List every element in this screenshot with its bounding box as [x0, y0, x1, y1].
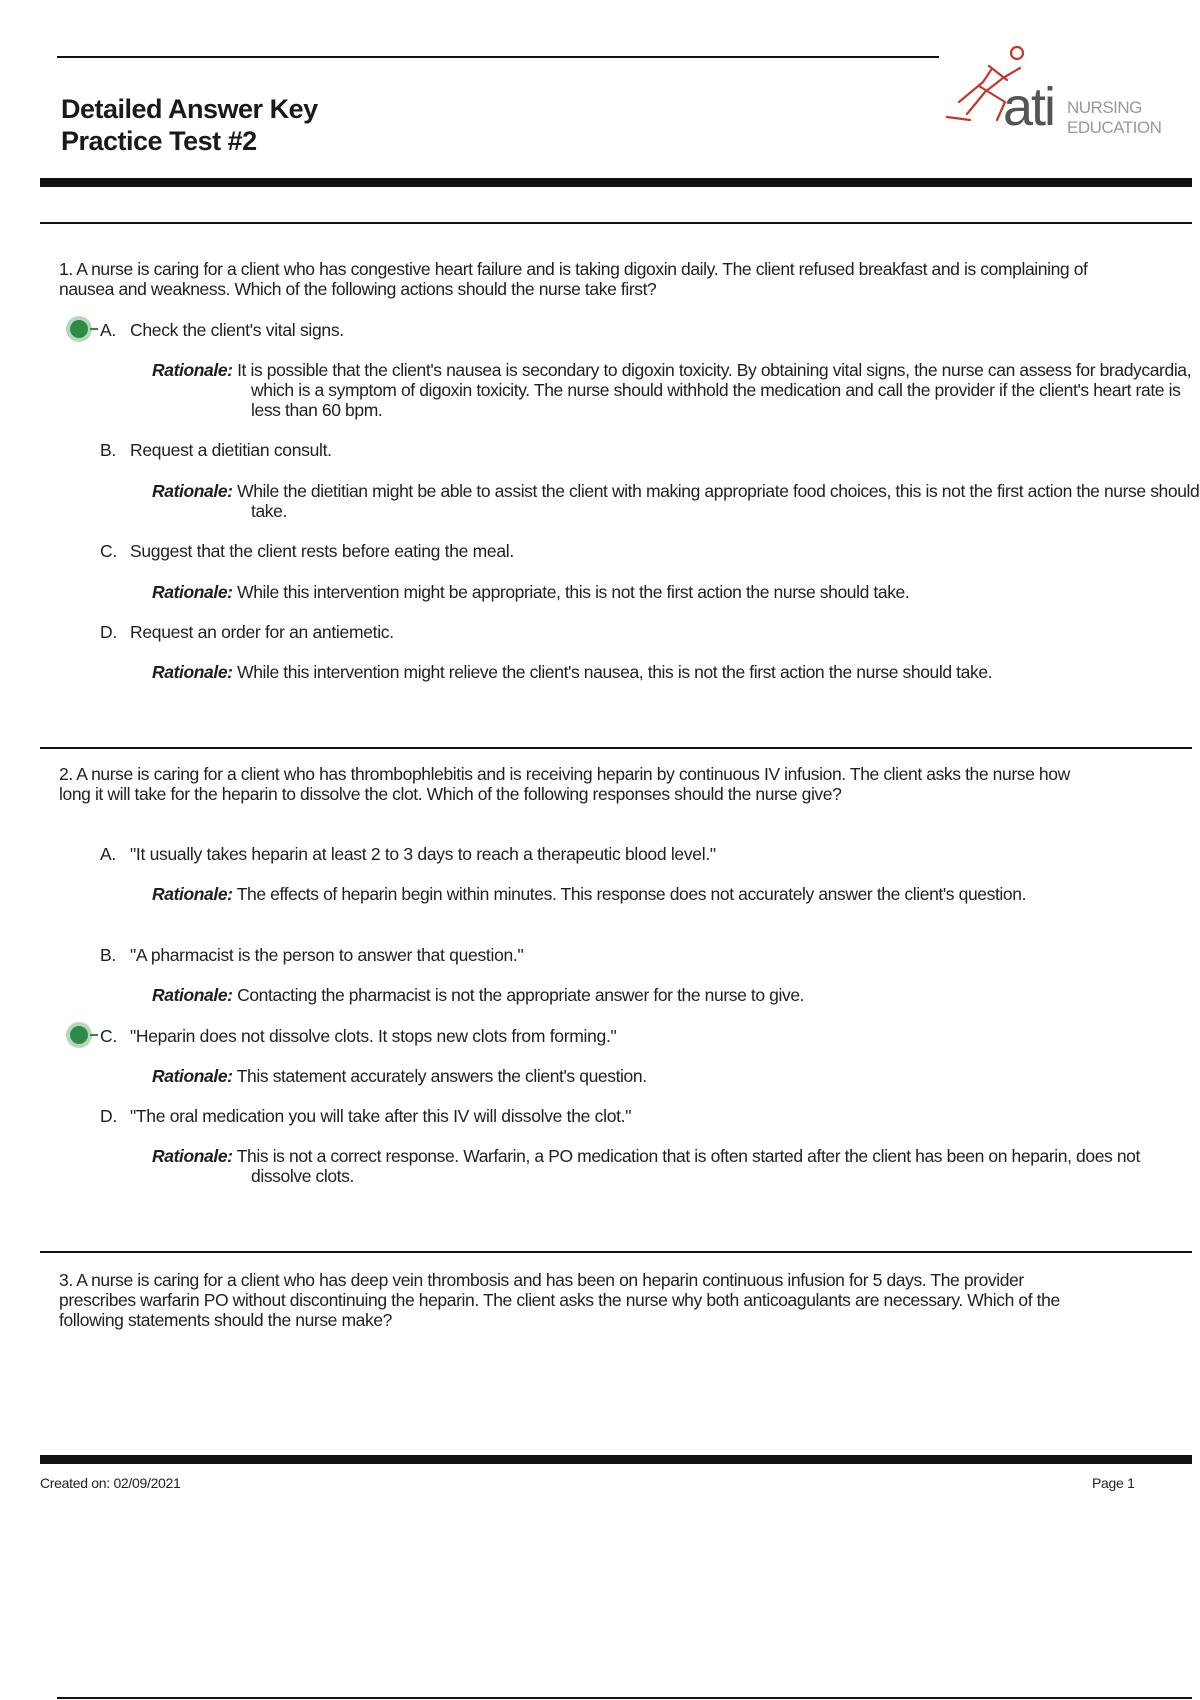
option-text: "The oral medication you will take after this IV will dissolve the clot."	[130, 1106, 632, 1126]
question-stem: A nurse is caring for a client who has deep vein thrombosis and has been on heparin continuous infusion for 5 days. The provider prescribes warfarin PO without discontinuing the heparin. The client asks the nurse why both anticoagulants are necessary. Which of the following statements should the nurse make?	[59, 1270, 1060, 1330]
question-number: 2.	[59, 764, 73, 784]
correct-answer-marker-icon	[64, 1020, 98, 1050]
logo-wordmark: ati	[1003, 77, 1055, 137]
question-2	[59, 764, 1099, 804]
option-2d	[100, 1106, 631, 1126]
rationale-label: Rationale:	[152, 481, 233, 501]
rationale-label: Rationale:	[152, 985, 233, 1005]
question-number: 3.	[59, 1270, 73, 1290]
header-top-rule	[57, 56, 939, 58]
option-text: Request a dietitian consult.	[130, 440, 332, 460]
rationale-2c	[152, 1066, 1102, 1086]
option-2a	[100, 844, 716, 864]
rationale-text: While this intervention might relieve the client's nausea, this is not the first action the nurse should take.	[237, 662, 993, 682]
option-letter: D.	[100, 1106, 117, 1126]
page-bottom-rule	[57, 1697, 1192, 1699]
title-line-1: Detailed Answer Key	[61, 94, 318, 124]
rationale-text: This is not a correct response. Warfarin, a PO medication that is often started after the client has been on heparin, does not dissolve clots.	[236, 1146, 1140, 1186]
logo-subtitle-1: NURSING	[1067, 98, 1142, 117]
rationale-2a	[152, 884, 1200, 904]
question-number: 1.	[59, 259, 73, 279]
rationale-text: While the dietitian might be able to assist the client with making appropriate food choices, this is not the first action the nurse should take.	[237, 481, 1200, 521]
rationale-2b	[152, 985, 1102, 1005]
question-stem: A nurse is caring for a client who has congestive heart failure and is taking digoxin daily. The client refused breakfast and is complaining of nausea and weakness. Which of the following actions should the nurse take first?	[59, 259, 1088, 299]
rationale-label: Rationale:	[152, 1066, 233, 1086]
created-date: Created on: 02/09/2021	[40, 1475, 181, 1491]
option-letter: A.	[100, 320, 116, 340]
option-letter: C.	[100, 541, 117, 561]
option-letter: C.	[100, 1026, 117, 1046]
page-title	[61, 93, 318, 157]
option-1a	[100, 320, 344, 340]
footer-thick-rule	[40, 1455, 1192, 1464]
option-letter: D.	[100, 622, 117, 642]
rationale-1d	[152, 662, 1102, 682]
option-letter: A.	[100, 844, 116, 864]
rationale-label: Rationale:	[152, 662, 233, 682]
title-line-2: Practice Test #2	[61, 126, 257, 156]
rationale-label: Rationale:	[152, 1146, 233, 1166]
option-2c	[100, 1026, 616, 1046]
correct-answer-marker-icon	[64, 314, 98, 344]
question-stem: A nurse is caring for a client who has thrombophlebitis and is receiving heparin by continuous IV infusion. The client asks the nurse how long it will take for the heparin to dissolve the clot. Which of the following responses should the nurse give?	[59, 764, 1070, 804]
option-letter: B.	[100, 440, 116, 460]
option-letter: B.	[100, 945, 116, 965]
option-text: Check the client's vital signs.	[130, 320, 344, 340]
rationale-label: Rationale:	[152, 582, 233, 602]
rationale-1b	[152, 481, 1200, 521]
rationale-1a	[152, 360, 1200, 420]
option-text: Request an order for an antiemetic.	[130, 622, 394, 642]
section-rule-1	[40, 222, 1192, 224]
option-1c	[100, 541, 514, 561]
rationale-1c	[152, 582, 1102, 602]
logo-subtitle-2: EDUCATION	[1067, 118, 1162, 137]
option-1b	[100, 440, 332, 460]
rationale-text: Contacting the pharmacist is not the appropriate answer for the nurse to give.	[237, 985, 805, 1005]
option-2b	[100, 945, 523, 965]
option-1d	[100, 622, 394, 642]
page-number: Page 1	[1092, 1475, 1135, 1491]
rationale-text: While this intervention might be appropriate, this is not the first action the nurse should take.	[237, 582, 910, 602]
header-thick-rule	[40, 178, 1192, 187]
option-text: Suggest that the client rests before eating the meal.	[130, 541, 514, 561]
option-text: "A pharmacist is the person to answer that question."	[130, 945, 524, 965]
ati-logo	[945, 42, 1170, 142]
option-text: "It usually takes heparin at least 2 to 3 days to reach a therapeutic blood level."	[130, 844, 716, 864]
rationale-label: Rationale:	[152, 884, 233, 904]
rationale-text: It is possible that the client's nausea is secondary to digoxin toxicity. By obtaining vital signs, the nurse can assess for bradycardia, which is a symptom of digoxin toxicity. The nurse should withhold the medication and call the provider if the client's heart rate is less than 60 bpm.	[237, 360, 1192, 420]
section-rule-2	[40, 747, 1192, 749]
section-rule-3	[40, 1251, 1192, 1253]
question-1	[59, 259, 1099, 299]
option-text: "Heparin does not dissolve clots. It stops new clots from forming."	[130, 1026, 617, 1046]
rationale-text: This statement accurately answers the client's question.	[236, 1066, 647, 1086]
rationale-text: The effects of heparin begin within minutes. This response does not accurately answer the client's question.	[236, 884, 1027, 904]
rationale-2d	[152, 1146, 1200, 1186]
rationale-label: Rationale:	[152, 360, 233, 380]
question-3	[59, 1270, 1099, 1330]
